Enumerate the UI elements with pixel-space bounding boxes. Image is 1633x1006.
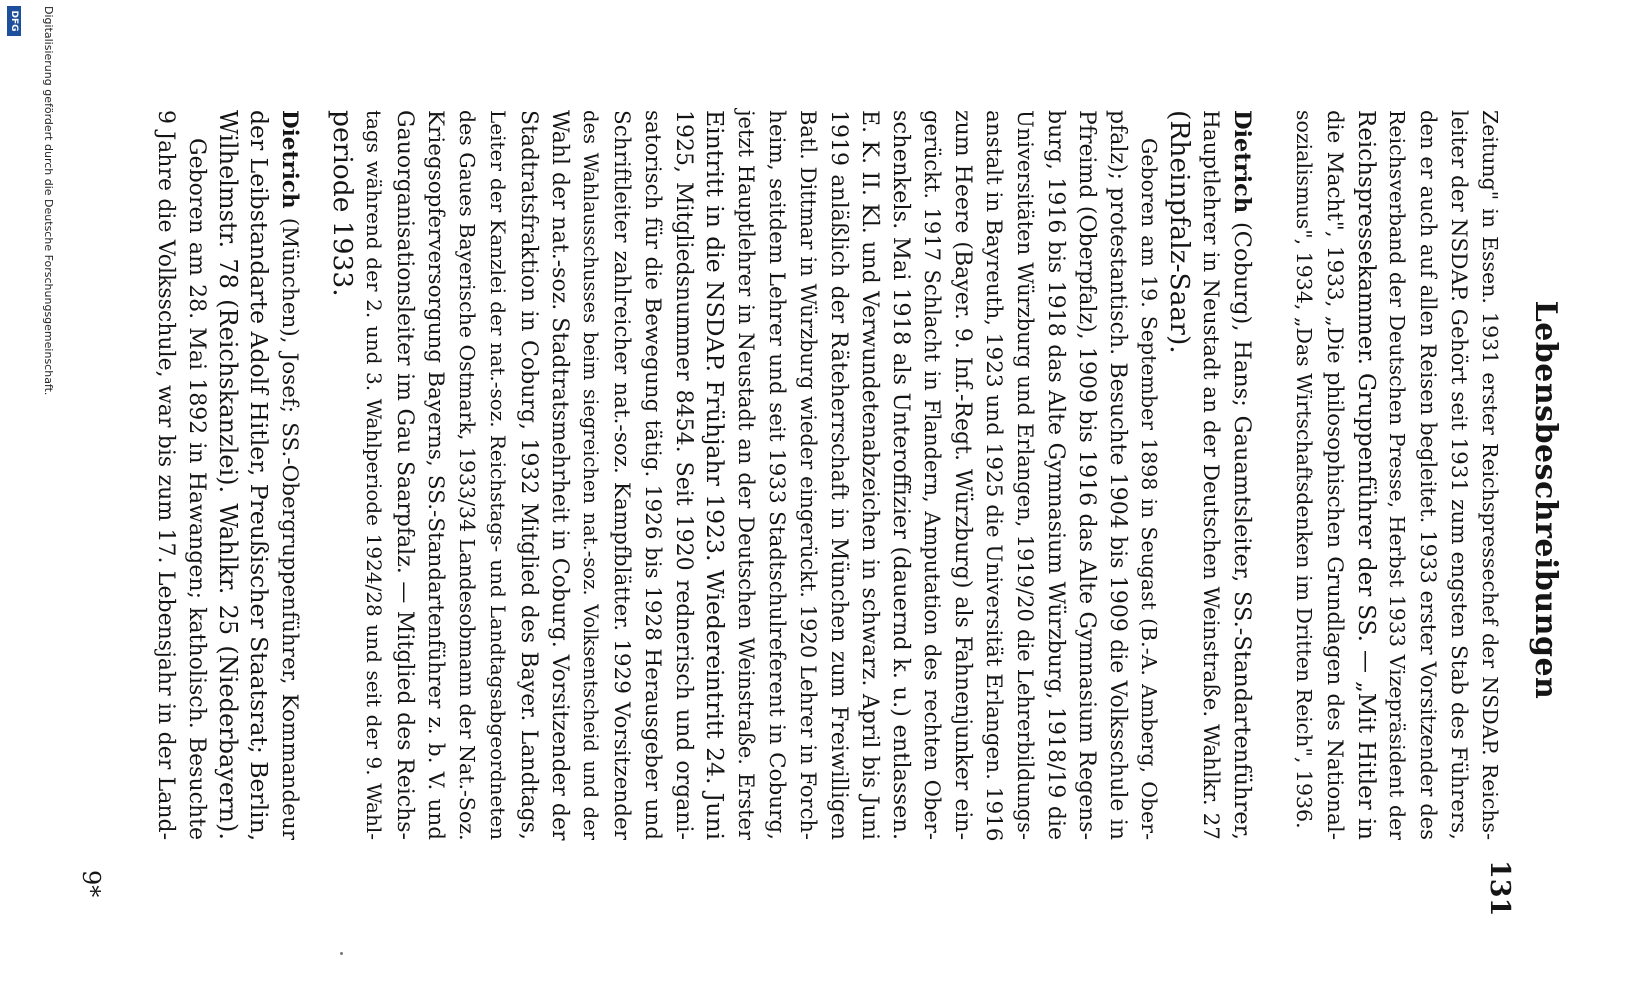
text-line: Hauptlehrer in Neustadt an der Deutschen Weinstraße. Wahlkr. 27 [1198, 110, 1223, 840]
text-line: anstalt in Bayreuth, 1923 und 1925 die Universität Erlangen. 1916 [981, 110, 1006, 842]
text-line: Schriftleiter zahlreicher nat.-soz. Kampfblätter. 1929 Vorsitzender [609, 110, 634, 840]
text-line: Stadtratsfraktion in Coburg, 1932 Mitglied des Bayer. Landtags, [516, 110, 541, 840]
signature-mark: 9* [77, 870, 105, 898]
text-line: pfalz); protestantisch. Besuchte 1904 bis 1909 die Volksschule in [1105, 110, 1130, 840]
text-line: 9 Jahre die Volksschule, war bis zum 17. Lebensjahr in der Land- [153, 110, 178, 840]
text-line: den er auch auf allen Reisen begleitet. 1933 erster Vorsitzender des [1416, 110, 1440, 840]
text-line: Universitäten Würzburg und Erlangen, 1919/20 die Lehrerbildungs- [1013, 110, 1037, 840]
text-line: jetzt Hauptlehrer in Neustadt an der Deutschen Weinstraße. Erster [734, 110, 758, 840]
text-line: Wilhelmstr. 78 (Reichskanzlei). Wahlkr. 25 (Niederbayern). [214, 110, 242, 840]
text-line: 1925, Mitgliedsnummer 8454. Seit 1920 rednerisch und organi- [671, 110, 696, 840]
text-line: Kriegsopferversorgung Bayerns, SS.-Standartenführer z. b. V. und [423, 110, 448, 840]
text-line: Leiter der Kanzlei der nat.-soz. Reichstags- und Landtagsabgeordneten [486, 110, 510, 840]
text-line: schenkels. Mai 1918 als Unteroffizier (dauernd k. u.) entlassen. [888, 110, 914, 840]
text-line: des Wahlausschusses beim siegreichen nat.-soz. Volksentscheid und der [579, 110, 602, 840]
text-line: Zeitung" in Essen. 1931 erster Reichspressechef der NSDAP. Reichs- [1478, 110, 1502, 840]
digitization-credit: Digitalisierung gefördert durch die Deutsche Forschungsgemeinschaft. [42, 6, 55, 396]
text-line: satorisch für die Bewegung tätig. 1926 bis 1928 Herausgeber und [640, 110, 665, 840]
text-line: heim, seitdem Lehrer und seit 1933 Stadtschulreferent in Coburg, [764, 110, 789, 840]
text-line: sozialismus", 1934, „Das Wirtschaftsdenken im Dritten Reich", 1936. [1292, 110, 1316, 829]
text-line: burg, 1916 bis 1918 das Alte Gymnasium Würzburg, 1918/19 die [1043, 110, 1068, 840]
entry-name: Dietrich [1229, 110, 1255, 214]
text-line: 1919 anläßlich der Räteherrschaft in München zum Freiwilligen [826, 110, 851, 840]
text-line: die Macht", 1933, „Die philosophischen Grundlagen des National- [1322, 110, 1347, 840]
text-line: Reichsverband der Deutschen Presse, Herbst 1933 Vizepräsident der [1385, 110, 1409, 840]
text-line: Reichspressekammer. Gruppenführer der SS. — „Mit Hitler in [1353, 110, 1379, 840]
dfg-logo: DFG [7, 6, 21, 36]
text-line: zum Heere (Bayer. 9. Inf.-Regt. Würzburg) als Fahnenjunker ein- [950, 110, 975, 840]
text-line: Geboren am 28. Mai 1892 in Hawangen; katholisch. Besuchte [184, 138, 209, 840]
page-number: 131 [1484, 860, 1515, 917]
text-line: Pfreimd (Oberpfalz), 1909 bis 1916 das Alte Gymnasium Regens- [1074, 110, 1099, 840]
entry-heading-line [274, 110, 305, 840]
entry-heading-line [1226, 110, 1257, 840]
running-head: Lebensbeschreibungen [1528, 300, 1563, 700]
text-line: Wahl der nat.-soz. Stadtratsmehrheit in Coburg. Vorsitzender der [547, 110, 572, 841]
text-line: tags während der 2. und 3. Wahlperiode 1924/28 und seit der 9. Wahl- [362, 110, 386, 840]
text-line: Geboren am 19. September 1898 in Seugast (B.-A. Amberg, Ober- [1137, 138, 1161, 840]
text-line: Gauorganisationsleiter im Gau Saarpfalz. — Mitglied des Reichs- [392, 110, 417, 840]
text-line: (Rheinpfalz-Saar). [1164, 110, 1195, 354]
text-line: Batl. Dittmar in Würzburg wieder eingerückt. 1920 Lehrer in Forch- [796, 110, 820, 840]
text-line: periode 1933. [327, 110, 358, 297]
entry-heading-text: (München), Josef; SS.-Obergruppenführer, Kommandeur [277, 208, 302, 840]
body-text [0, 110, 1633, 840]
text-line: gerückt. 1917 Schlacht in Flandern, Amputation des rechten Ober- [920, 110, 944, 840]
text-line: E. K. II. Kl. und Verwundetenabzeichen in schwarz. April bis Juni [857, 110, 882, 840]
entry-heading-text: (Coburg), Hans; Gauamtsleiter, SS.-Standartenführer, [1229, 213, 1255, 840]
text-line: Eintritt in die NSDAP. Frühjahr 1923. Wiedereintritt 24. Juni [701, 110, 729, 840]
entry-name: Dietrich [277, 110, 302, 209]
text-line: des Gaues Bayerische Ostmark, 1933/34 Landesobmann der Nat.-Soz. [455, 110, 479, 841]
text-line: leiter der NSDAP. Gehört seit 1931 zum engsten Stab des Führers, [1446, 110, 1471, 840]
scan-speck [340, 952, 343, 955]
text-line: der Leibstandarte Adolf Hitler, Preußischer Staatsrat; Berlin, [245, 110, 273, 842]
